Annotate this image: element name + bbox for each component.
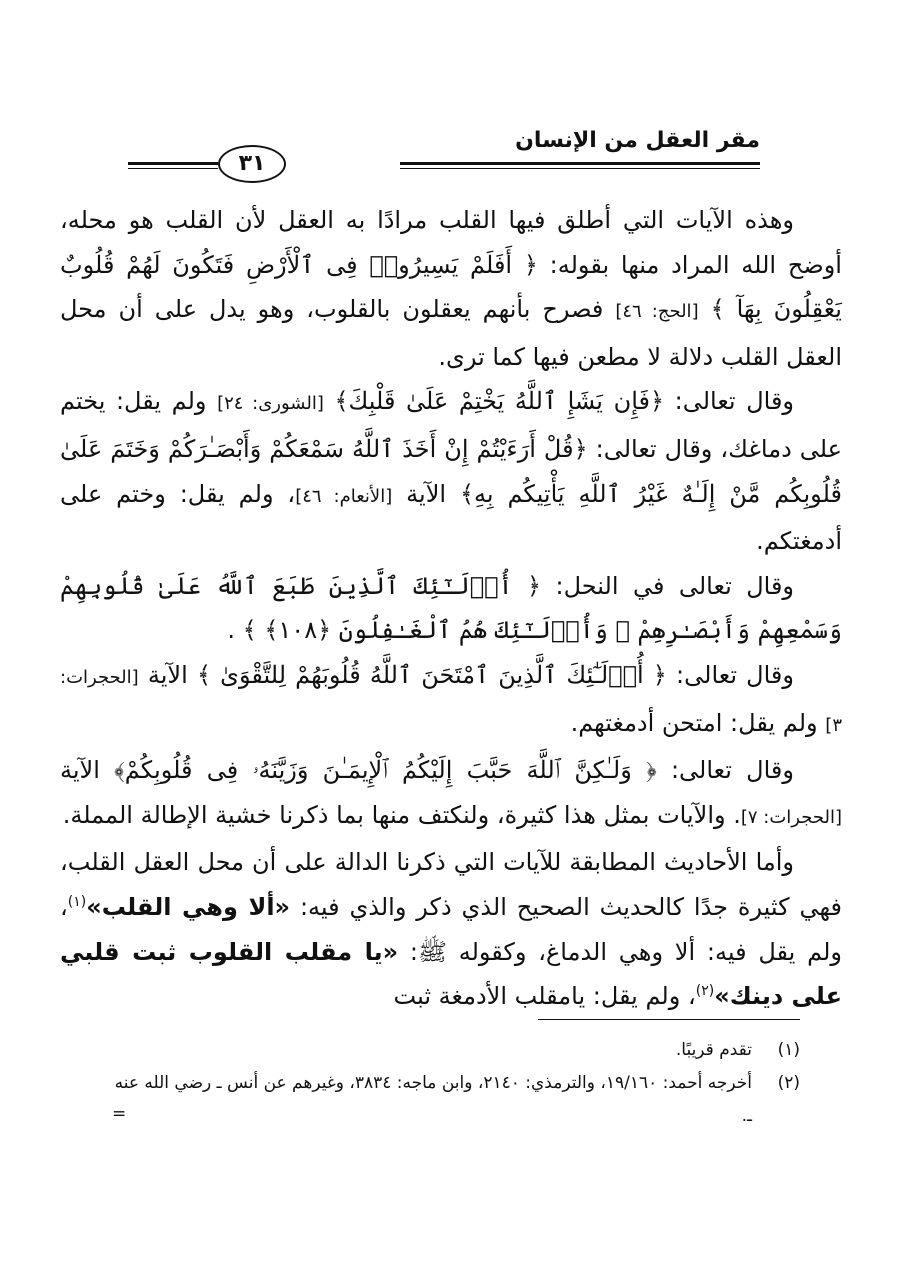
p5-text-a: وقال تعالى: [670,756,794,785]
footnote-text: تقدم قريبًا. [675,1040,752,1060]
p4-text-b: الآية [147,660,188,689]
p5-text-c: . والآيات بمثل هذا كثيرة، ولنكتف منها بما ذكرنا خشية الإطالة المملة. [62,800,741,829]
p5-text-b: الآية [60,756,100,785]
hadith-quote: «ألا وهي القلب» [86,892,291,921]
verse-reference: [الحج: ٤٦] [615,301,699,323]
verse-reference: [الأنعام: ٤٦] [295,485,393,507]
footnote-number: (٢) [777,1073,800,1093]
main-text [60,198,842,1019]
p2-text-b: ولم يقل: يختم على دماغك، وقال تعالى: [60,387,842,463]
header-rule-right [400,160,760,172]
footnote-text: أخرجه أحمد: ١٩/١٦٠، والترمذي: ٢١٤٠، وابن ماجه: ٣٨٣٤، وغيرهم عن أنس ـ رضي الله عنه ـ. [114,1073,752,1126]
p6-text-a: وأما الأحاديث المطابقة للآيات التي ذكرنا الدالة على أن محل العقل القلب، فهي كثيرة جدًا كالحديث الصحيح الذي ذكر والذي فيه: [60,848,842,921]
verse-reference: [الشورى: ٢٤] [217,393,324,415]
quran-verse: ﴿ أَفَلَمْ يَسِيرُوا۟ فِى ٱلْأَرْضِ فَتَكُونَ لَهُمْ قُلُوبٌ يَعْقِلُونَ بِهَآ ﴾ [60,250,842,324]
p1-text: وهذه الآيات التي أطلق فيها القلب مرادًا به العقل لأن القلب هو محله، أوضح الله المراد منها بقوله: [60,206,842,279]
footnote-number: (١) [777,1040,800,1060]
footnote-marker[interactable]: (١) [67,893,87,910]
quran-verse: ﴿ أُو۟لَـٰٓئِكَ ٱلَّذِينَ ٱمْتَحَنَ ٱللَّهُ قُلُوبَهُمْ لِلتَّقْوَىٰ ﴾ [196,660,667,689]
header-rule-left [128,160,218,172]
footnote-item [100,1034,800,1067]
quran-verse: ﴿قُلْ أَرَءَيْتُمْ إِنْ أَخَذَ ٱللَّهُ سَمْعَكُمْ وَأَبْصَـٰرَكُمْ وَخَتَمَ عَلَىٰ قُلُوبِكُم مَّنْ إِلَـٰهٌ غَيْرُ ٱللَّهِ يَأْتِيكُم بِهِ﴾ [60,434,842,508]
p4-text-a: وقال تعالى: [676,660,794,689]
paragraph-4 [60,653,842,748]
p2-text-a: وقال تعالى: [674,387,795,416]
p3-text-a: وقال تعالى في النحل: [555,571,795,600]
verse-reference: [الحجرات: ٣] [60,666,842,736]
verse-reference: [الحجرات: ٧] [740,806,842,828]
quran-verse: ﴿فَإِن يَشَإِ ٱللَّهُ يَخْتِمْ عَلَىٰ قَلْبِكَ﴾ [334,387,665,416]
page-number: ٣١ [218,145,286,183]
quran-verse: ﴿ وَلَـٰكِنَّ ٱللَّهَ حَبَّبَ إِلَيْكُمُ ٱلْإِيمَـٰنَ وَزَيَّنَهُۥ فِى قُلُوبِكُمْ﴾ [114,756,657,785]
running-header-title: مقر العقل من الإنسان [515,128,760,153]
hadith-quote: «يا مقلب القلوب ثبت قلبي على دينك» [60,937,842,1011]
p2-text-d: ، ولم يقل: وختم على أدمغتكم. [60,479,842,556]
p6-text-b: ، ولم يقل فيه: ألا وهي الدماغ، وكقوله ﷺ: [60,892,842,966]
paragraph-6 [60,840,842,1018]
p2-text-c: الآية [406,479,447,508]
footnote-marker[interactable]: (٢) [695,983,715,1000]
paragraph-3 [60,564,842,653]
p6-text-c: ، ولم يقل: يامقلب الأدمغة ثبت [393,982,696,1011]
continuation-mark: = [112,1104,127,1124]
footnote-item [100,1067,800,1133]
p4-text-c: ولم يقل: امتحن أدمغتهم. [570,708,818,737]
p1-tail: فصرح بأنهم يعقلون بالقلوب، وهو يدل على أن محل العقل القلب دلالة لا مطعن فيها كما ترى. [60,295,842,371]
quran-verse: ﴿ أُو۟لَـٰٓئِكَ ٱلَّذِينَ طَبَعَ ٱللَّهُ عَلَىٰ قُلُوبِهِمْ وَسَمْعِهِمْ وَأَبْصَـٰرِهِمْ ۖ وَأُو۟لَـٰٓئِكَ هُمُ ٱلْغَـٰفِلُونَ ﴿١٠٨﴾ ﴾ [60,571,842,645]
paragraph-5 [60,748,842,840]
footnote-separator [538,1019,800,1020]
paragraph-1 [60,198,842,379]
p3-text-b: . [227,616,235,645]
paragraph-2 [60,379,842,563]
footnotes [100,1034,800,1133]
